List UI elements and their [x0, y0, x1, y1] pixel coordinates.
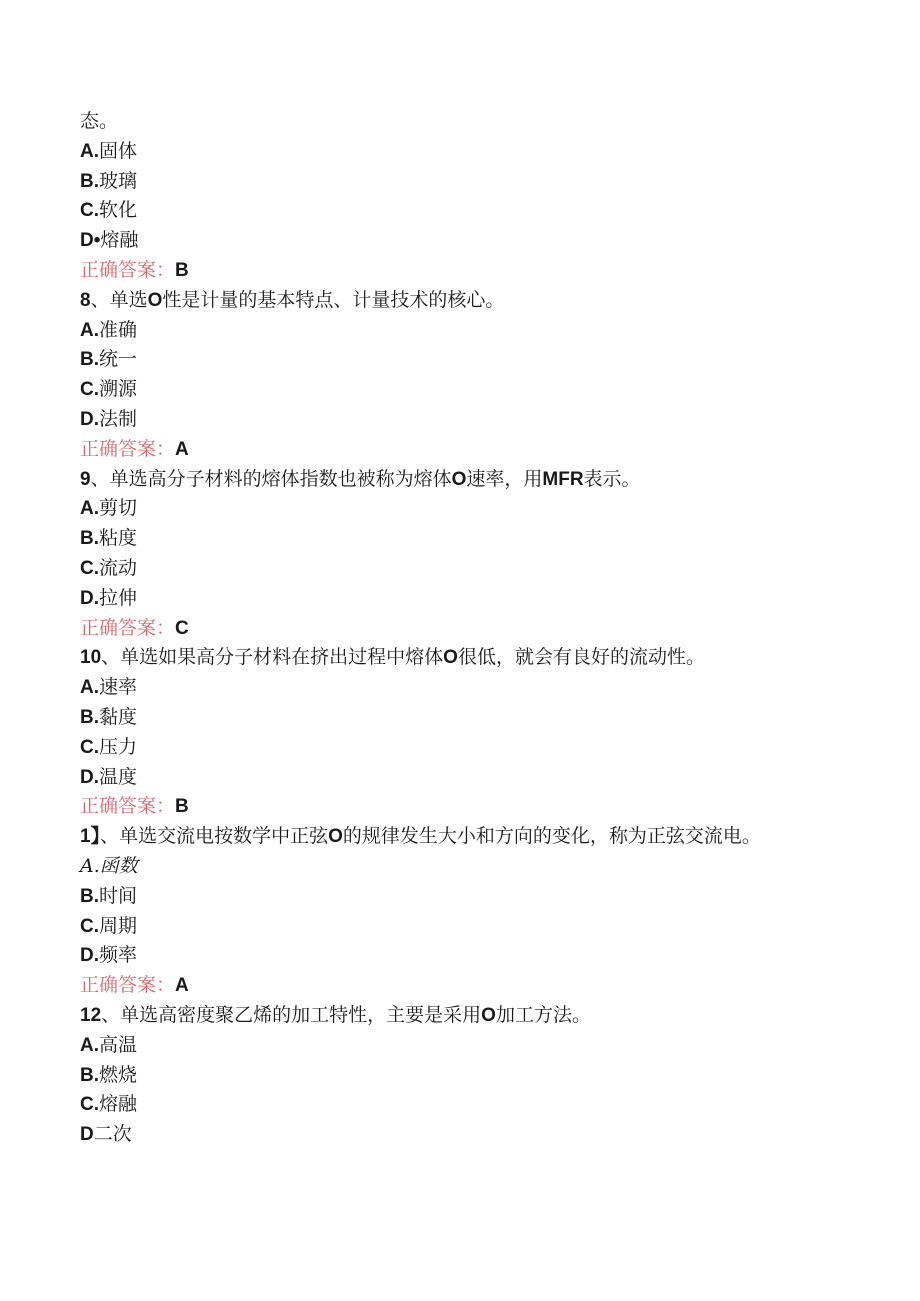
- question-number: 9: [80, 468, 91, 490]
- option-text: 函数: [99, 854, 138, 877]
- option-c: [80, 554, 840, 584]
- abbreviation: MFR: [542, 468, 584, 490]
- correct-answer: [80, 971, 840, 1001]
- blank-marker: O: [481, 1004, 496, 1026]
- option-c: [80, 733, 840, 763]
- option-text: 软化: [99, 199, 138, 222]
- option-text: 剪切: [99, 497, 138, 520]
- question-text: 性是计量的基本特点、计量技术的核心。: [162, 288, 505, 311]
- question-text: 、单选交流电按数学中正弦: [100, 825, 329, 848]
- option-a: [80, 494, 840, 524]
- option-letter: C.: [80, 915, 99, 937]
- option-text: 粘度: [99, 527, 138, 550]
- answer-label: 正确答案：: [80, 974, 176, 997]
- option-text: 黏度: [99, 705, 138, 728]
- answer-value: B: [175, 796, 189, 818]
- question-number: 10: [80, 647, 102, 669]
- question-text: 、单选高密度聚乙烯的加工特性，主要是采用: [101, 1003, 482, 1026]
- question-number: 1】: [80, 826, 101, 848]
- option-a: [80, 673, 840, 703]
- question-text: 的规律发生大小和方向的变化，称为正弦交流电。: [342, 825, 761, 848]
- option-letter: C.: [80, 379, 99, 401]
- question-10: [80, 643, 840, 673]
- option-text: 熔融: [99, 1093, 138, 1116]
- option-text: 燃烧: [99, 1063, 138, 1086]
- question-text: 很低，就会有良好的流动性。: [457, 646, 705, 669]
- option-text: 熔融: [100, 229, 139, 252]
- option-letter: A.: [80, 140, 99, 162]
- option-letter: A.: [80, 1034, 99, 1056]
- answer-label: 正确答案：: [80, 616, 176, 639]
- correct-answer: [80, 792, 840, 822]
- answer-label: 正确答案：: [80, 795, 176, 818]
- option-b: [80, 345, 840, 375]
- option-text: 拉伸: [99, 586, 138, 609]
- option-letter: D.: [80, 408, 99, 430]
- option-letter: D: [80, 1124, 94, 1146]
- option-text: 统一: [99, 348, 138, 371]
- option-letter: D.: [80, 587, 99, 609]
- option-d: [80, 584, 840, 614]
- option-b: [80, 703, 840, 733]
- option-text: 准确: [99, 318, 138, 341]
- option-letter: D•: [80, 230, 101, 252]
- option-d: [80, 226, 840, 256]
- correct-answer: [80, 614, 840, 644]
- option-letter: D.: [80, 945, 99, 967]
- option-a: [80, 1031, 840, 1061]
- option-text: 溯源: [99, 378, 138, 401]
- option-text: 温度: [99, 765, 138, 788]
- option-letter: B.: [80, 170, 99, 192]
- option-text: 周期: [99, 914, 138, 937]
- question-text: 速率，用: [466, 467, 543, 490]
- option-letter: A.: [80, 854, 100, 877]
- option-text: 频率: [99, 944, 138, 967]
- option-d: [80, 763, 840, 793]
- option-b: [80, 1061, 840, 1091]
- option-d: [80, 405, 840, 435]
- option-letter: B.: [80, 1064, 99, 1086]
- option-letter: C.: [80, 557, 99, 579]
- option-text: 玻璃: [99, 169, 138, 192]
- option-letter: D.: [80, 766, 99, 788]
- option-letter: A.: [80, 677, 99, 699]
- option-a: [80, 316, 840, 346]
- option-letter: B.: [80, 885, 99, 907]
- option-letter: C.: [80, 1094, 99, 1116]
- option-text: 速率: [99, 676, 138, 699]
- question-9: [80, 465, 840, 495]
- correct-answer: [80, 256, 840, 286]
- option-text: 高温: [99, 1033, 138, 1056]
- option-letter: C.: [80, 200, 99, 222]
- option-letter: B.: [80, 528, 99, 550]
- option-a: [80, 852, 840, 882]
- question-text: 、单选高分子材料的熔体指数也被称为熔体: [90, 467, 452, 490]
- question-continuation: [80, 107, 840, 137]
- option-b: [80, 524, 840, 554]
- question-number: 12: [80, 1004, 102, 1026]
- question-text: 、单选如果高分子材料在挤出过程中熔体: [101, 646, 444, 669]
- answer-value: A: [175, 975, 189, 997]
- blank-marker: O: [328, 826, 343, 848]
- option-c: [80, 912, 840, 942]
- question-text: 加工方法。: [495, 1003, 591, 1026]
- option-letter: A.: [80, 319, 99, 341]
- option-letter: C.: [80, 736, 99, 758]
- option-d: [80, 941, 840, 971]
- question-8: [80, 286, 840, 316]
- question-12: [80, 1001, 840, 1031]
- option-text: 压力: [99, 735, 138, 758]
- option-c: [80, 196, 840, 226]
- answer-value: C: [175, 617, 189, 639]
- answer-value: A: [175, 438, 189, 460]
- option-b: [80, 167, 840, 197]
- option-letter: B.: [80, 349, 99, 371]
- option-text: 固体: [99, 139, 138, 162]
- option-c: [80, 375, 840, 405]
- answer-label: 正确答案：: [80, 437, 176, 460]
- question-text: 、单选: [90, 288, 148, 311]
- option-text: 法制: [99, 407, 138, 430]
- document-page: [80, 107, 840, 1150]
- question-number: 8: [80, 289, 91, 311]
- question-text: 态。: [80, 110, 119, 132]
- option-c: [80, 1090, 840, 1120]
- blank-marker: O: [443, 647, 458, 669]
- option-letter: A.: [80, 498, 99, 520]
- answer-label: 正确答案：: [80, 258, 176, 281]
- option-a: [80, 137, 840, 167]
- question-11: [80, 822, 840, 852]
- option-letter: B.: [80, 706, 99, 728]
- correct-answer: [80, 435, 840, 465]
- option-text: 时间: [99, 884, 138, 907]
- answer-value: B: [175, 259, 189, 281]
- question-text: 表示。: [583, 467, 641, 490]
- option-d: [80, 1120, 840, 1150]
- option-text: 流动: [99, 556, 138, 579]
- blank-marker: O: [451, 468, 467, 490]
- option-b: [80, 882, 840, 912]
- option-text: 二次: [93, 1123, 132, 1146]
- blank-marker: O: [147, 289, 163, 311]
